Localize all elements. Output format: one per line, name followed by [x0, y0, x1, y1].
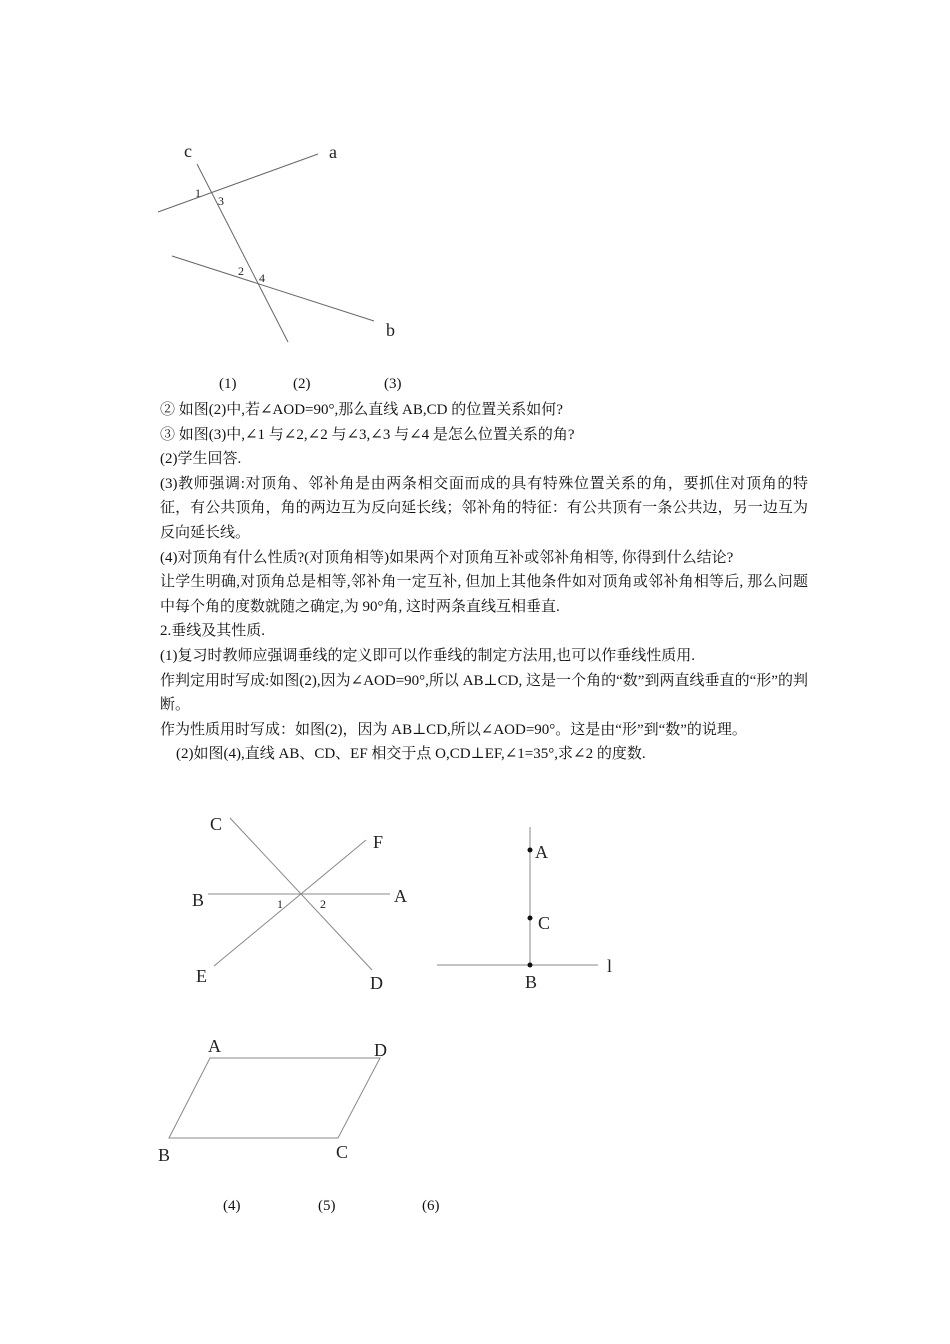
step-3: (3)教师强调:对顶角、邻补角是由两条相交面而成的具有特殊位置关系的角，要抓住对顶角的特征，有公共顶角，角的两边互为反向延长线；邻补角的特征：有公共顶有一条公共边，另一边互为反向延长线。: [160, 475, 808, 541]
point-b: [528, 963, 533, 968]
step-5: 让学生明确,对顶角总是相等,邻补角一定互补, 但加上其他条件如对顶角或邻补角相等后, 那么问题中每个角的度数就随之确定,为 90°角, 这时两条直线互相垂直.: [160, 574, 808, 615]
angle-1-label: 1: [195, 186, 201, 200]
fig4-label-c: C: [210, 814, 223, 834]
angle-3-label: 3: [218, 194, 224, 208]
fig4-angle-2: 2: [320, 897, 326, 911]
figure-5: [437, 827, 612, 992]
label-a: a: [329, 142, 337, 162]
question-3: ③ 如图(3)中,∠1 与∠2,∠2 与∠3,∠3 与∠4 是怎么位置关系的角?: [160, 426, 575, 443]
fig4-label-d: D: [370, 973, 383, 993]
caption-2: (2): [293, 376, 311, 392]
section-2-title: 2.垂线及其性质.: [160, 623, 266, 640]
figure-4: [192, 814, 407, 993]
caption-6: (6): [422, 1198, 440, 1214]
caption-4: (4): [223, 1198, 241, 1214]
step-2-1: (1)复习时教师应强调垂线的定义即可以作垂线的制定方法用,也可以作垂线性质用.: [160, 647, 695, 664]
step-2: (2)学生回答.: [160, 451, 242, 468]
fig5-label-b: B: [525, 972, 538, 992]
point-c: [528, 916, 533, 921]
line-ef: [214, 840, 366, 966]
caption-3: (3): [384, 376, 402, 392]
angle-2-label: 2: [238, 264, 244, 278]
fig4-label-e: E: [196, 966, 207, 986]
label-c: c: [184, 141, 192, 161]
caption-1: (1): [219, 376, 237, 392]
parallelogram-abcd: [169, 1058, 380, 1138]
figure-6: [158, 1036, 387, 1165]
fig6-label-d: D: [374, 1040, 387, 1060]
step-2-1-judgement: 作判定用时写成:如图(2),因为∠AOD=90°,所以 AB⊥CD, 这是一个角的“数”到两直线垂直的“形”的判断。: [160, 672, 808, 714]
fig6-label-a: A: [208, 1036, 221, 1056]
fig5-label-c: C: [538, 913, 551, 933]
fig5-label-a: A: [535, 842, 548, 862]
fig4-angle-1: 1: [277, 897, 283, 911]
fig4-label-b: B: [192, 890, 205, 910]
point-a: [528, 848, 533, 853]
caption-5: (5): [318, 1198, 336, 1214]
step-2-2: (2)如图(4),直线 AB、CD、EF 相交于点 O,CD⊥EF,∠1=35°,求∠2 的度数.: [176, 746, 646, 763]
label-b: b: [386, 320, 395, 340]
fig4-label-a: A: [394, 886, 407, 906]
fig6-label-b: B: [158, 1145, 171, 1165]
angle-4-label: 4: [259, 271, 265, 285]
fig6-label-c: C: [336, 1142, 349, 1162]
fig4-label-f: F: [373, 832, 384, 852]
question-2: ② 如图(2)中,若∠AOD=90°,那么直线 AB,CD 的位置关系如何?: [160, 402, 563, 418]
step-4: (4)对顶角有什么性质?(对顶角相等)如果两个对顶角互补或邻补角相等, 你得到什么结论?: [160, 549, 734, 566]
fig5-label-l: l: [607, 956, 613, 976]
step-2-1-property: 作为性质用时写成：如图(2)，因为 AB⊥CD,所以∠AOD=90°。这是由“形”到“数”的说理。: [160, 721, 747, 738]
